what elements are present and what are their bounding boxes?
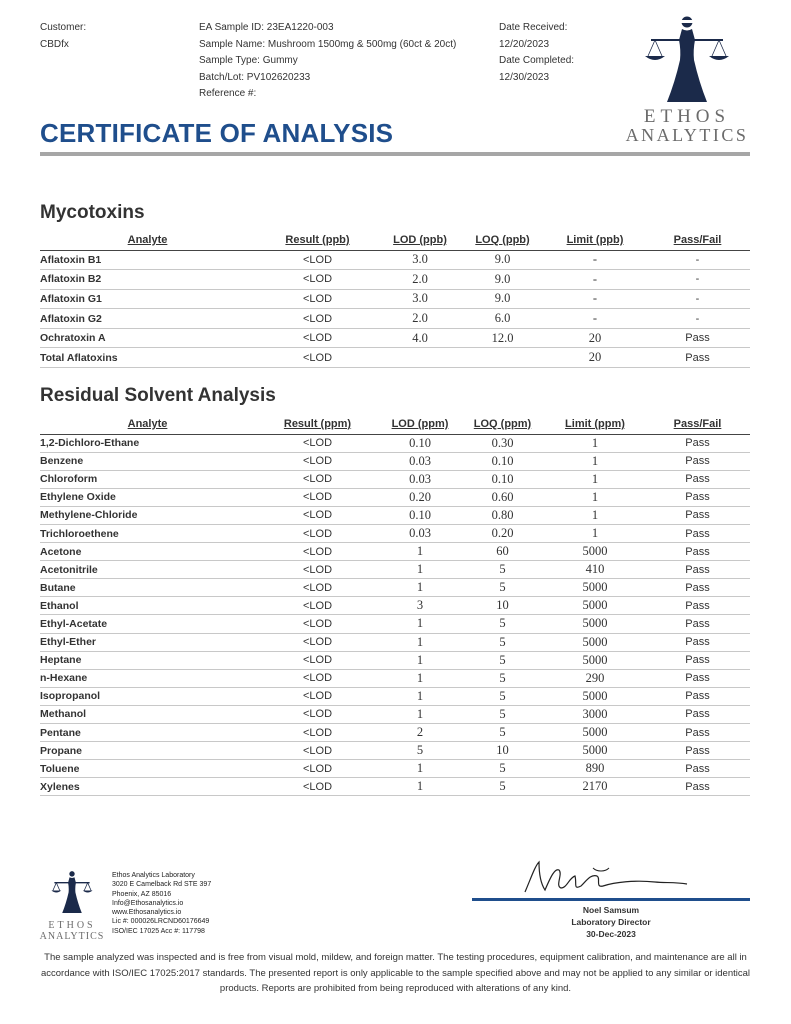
date-completed-label: Date Completed: (499, 55, 575, 66)
table-row (40, 524, 750, 542)
table-cell: 5000 (545, 579, 645, 597)
table-cell: <LOD (255, 579, 380, 597)
table-row (40, 651, 750, 669)
table-cell: 1 (380, 669, 460, 687)
table-row (40, 778, 750, 796)
table-cell: <LOD (255, 615, 380, 633)
table-cell: 5 (460, 561, 545, 579)
table-cell: 0.60 (460, 488, 545, 506)
table-cell: 3.0 (380, 289, 460, 309)
table-row (40, 633, 750, 651)
table-row (40, 434, 750, 452)
analyte-name: Ethyl-Ether (40, 633, 255, 651)
analyte-name: Acetonitrile (40, 561, 255, 579)
table-cell (380, 348, 460, 368)
table-cell (460, 348, 545, 368)
lab-city: Phoenix, AZ 85016 (112, 890, 172, 898)
mycotoxins-title: Mycotoxins (40, 202, 145, 223)
table-cell: <LOD (255, 597, 380, 615)
analyte-name: Acetone (40, 543, 255, 561)
table-row (40, 760, 750, 778)
table-cell: <LOD (255, 309, 380, 329)
table-cell: <LOD (255, 742, 380, 760)
table-row (40, 597, 750, 615)
table-cell: 10 (460, 742, 545, 760)
table-cell: 2.0 (380, 270, 460, 290)
table-cell: 5000 (545, 724, 645, 742)
table-cell: Pass (645, 597, 750, 615)
table-cell: <LOD (255, 760, 380, 778)
table-cell: <LOD (255, 705, 380, 723)
table-cell: 5 (460, 687, 545, 705)
table-cell: 0.03 (380, 470, 460, 488)
column-header: LOQ (ppb) (460, 230, 545, 250)
table-cell: Pass (645, 633, 750, 651)
table-cell: Pass (645, 488, 750, 506)
title-divider (40, 152, 750, 156)
table-row (40, 348, 750, 368)
table-cell: Pass (645, 561, 750, 579)
table-cell: <LOD (255, 434, 380, 452)
table-row (40, 328, 750, 348)
table-cell: Pass (645, 742, 750, 760)
column-header: LOQ (ppm) (460, 414, 545, 434)
table-cell: - (645, 250, 750, 270)
signature-block (472, 904, 750, 940)
residual-solvents-title: Residual Solvent Analysis (40, 385, 276, 406)
column-header: Pass/Fail (645, 230, 750, 250)
table-cell: 3000 (545, 705, 645, 723)
analyte-name: Ethyl-Acetate (40, 615, 255, 633)
analyte-name: Aflatoxin B2 (40, 270, 255, 290)
table-cell: - (645, 289, 750, 309)
analyte-name: Total Aflatoxins (40, 348, 255, 368)
table-cell: - (645, 270, 750, 290)
table-cell: 5000 (545, 742, 645, 760)
table-cell: 0.80 (460, 506, 545, 524)
table-cell: 5000 (545, 651, 645, 669)
date-received: 12/20/2023 (499, 38, 550, 50)
table-cell: 5 (460, 705, 545, 723)
table-cell: 5000 (545, 687, 645, 705)
table-cell: <LOD (255, 506, 380, 524)
table-cell: 3.0 (380, 250, 460, 270)
reference-number: Reference #: (199, 88, 257, 99)
lab-address-block (112, 871, 211, 936)
table-cell: 0.03 (380, 452, 460, 470)
analyte-name: Isopropanol (40, 687, 255, 705)
footer-logo-text-ethos: ETHOS (48, 920, 96, 931)
analyte-name: Aflatoxin G2 (40, 309, 255, 329)
table-cell: 1 (380, 705, 460, 723)
table-header-row (40, 230, 750, 250)
table-cell: 890 (545, 760, 645, 778)
table-cell: 5 (460, 633, 545, 651)
table-cell: 2170 (545, 778, 645, 796)
analyte-name: Trichloroethene (40, 524, 255, 542)
table-cell: 5 (380, 742, 460, 760)
sample-name: Sample Name: Mushroom 1500mg & 500mg (60ct & 20ct) (199, 38, 457, 50)
analyte-name: Aflatoxin B1 (40, 250, 255, 270)
ethos-logo (622, 10, 752, 150)
table-cell: 3 (380, 597, 460, 615)
table-cell: Pass (645, 778, 750, 796)
table-cell: Pass (645, 470, 750, 488)
table-cell: <LOD (255, 270, 380, 290)
dates-block (499, 20, 574, 86)
analyte-name: Ethylene Oxide (40, 488, 255, 506)
column-header: Analyte (40, 230, 255, 250)
table-cell: 6.0 (460, 309, 545, 329)
disclaimer-text: The sample analyzed was inspected and is free from visual mold, mildew, and foreign matter. The testing procedures, equipment calibration, and maintenance are all in accordance with ISO/IEC 17025:2017 standards. The presented report is only applicable to the sample specified above and may not be applied to any similar or identical products. Reports are prohibited from being reproduced with alterations of any kind. (40, 952, 751, 994)
table-cell: 5 (460, 760, 545, 778)
table-cell: Pass (645, 651, 750, 669)
table-cell: 1 (380, 651, 460, 669)
table-cell: 9.0 (460, 289, 545, 309)
table-cell: <LOD (255, 524, 380, 542)
table-cell: Pass (645, 615, 750, 633)
table-cell: 5 (460, 579, 545, 597)
table-cell: - (545, 289, 645, 309)
table-cell: 2 (380, 724, 460, 742)
column-header: LOD (ppb) (380, 230, 460, 250)
table-cell: <LOD (255, 488, 380, 506)
table-cell: 1 (380, 760, 460, 778)
analyte-name: Heptane (40, 651, 255, 669)
signer-name: Noel Samsum (582, 905, 640, 915)
analyte-name: Butane (40, 579, 255, 597)
table-cell: <LOD (255, 687, 380, 705)
column-header: Result (ppm) (255, 414, 380, 434)
signer-role: Laboratory Director (571, 917, 651, 927)
table-cell: <LOD (255, 452, 380, 470)
table-cell: 9.0 (460, 250, 545, 270)
table-row (40, 561, 750, 579)
page-title: CERTIFICATE OF ANALYSIS (40, 118, 394, 148)
table-cell: <LOD (255, 543, 380, 561)
lady-justice-icon (36, 868, 108, 914)
sample-info-block (199, 20, 456, 103)
analyte-name: Methanol (40, 705, 255, 723)
footer-logo (36, 868, 108, 942)
date-received-label: Date Received: (499, 22, 568, 33)
table-cell: - (545, 309, 645, 329)
lab-email: Info@Ethosanalytics.io (112, 899, 184, 907)
table-cell: 0.10 (380, 506, 460, 524)
table-row (40, 579, 750, 597)
table-cell: 5000 (545, 597, 645, 615)
sample-id: EA Sample ID: 23EA1220-003 (199, 22, 334, 33)
table-row (40, 669, 750, 687)
table-cell: 1 (545, 524, 645, 542)
analyte-name: Benzene (40, 452, 255, 470)
table-row (40, 687, 750, 705)
table-cell: Pass (645, 579, 750, 597)
table-cell: 5 (460, 669, 545, 687)
table-cell: 1 (380, 633, 460, 651)
table-row (40, 250, 750, 270)
table-row (40, 724, 750, 742)
table-cell: Pass (645, 760, 750, 778)
analyte-name: Pentane (40, 724, 255, 742)
table-cell: - (545, 270, 645, 290)
table-cell: 0.30 (460, 434, 545, 452)
lab-license: Lic #: 000026LRCND60176649 (112, 918, 210, 926)
table-row (40, 270, 750, 290)
column-header: Result (ppb) (255, 230, 380, 250)
table-cell: <LOD (255, 348, 380, 368)
table-row (40, 543, 750, 561)
table-row (40, 309, 750, 329)
table-row (40, 452, 750, 470)
table-cell: 1 (380, 615, 460, 633)
table-cell: 0.10 (460, 452, 545, 470)
table-cell: 10 (460, 597, 545, 615)
table-cell: 5000 (545, 543, 645, 561)
analyte-name: Chloroform (40, 470, 255, 488)
table-row (40, 488, 750, 506)
logo-text-analytics: ANALYTICS (625, 125, 749, 145)
column-header: LOD (ppm) (380, 414, 460, 434)
batch-lot: Batch/Lot: PV102620233 (199, 71, 311, 83)
table-cell: 1 (380, 579, 460, 597)
table-cell: 5 (460, 615, 545, 633)
table-cell: Pass (645, 724, 750, 742)
mycotoxins-table (40, 230, 750, 368)
table-cell: Pass (645, 669, 750, 687)
table-row (40, 705, 750, 723)
logo-text-ethos: ETHOS (643, 106, 731, 127)
lab-accreditation: ISO/IEC 17025 Acc #: 117798 (112, 927, 205, 935)
table-cell: Pass (645, 506, 750, 524)
table-cell: <LOD (255, 633, 380, 651)
residual-solvents-table (40, 414, 750, 796)
table-cell: 0.20 (380, 488, 460, 506)
lady-justice-icon (637, 10, 737, 104)
table-cell: Pass (645, 687, 750, 705)
table-cell: Pass (645, 452, 750, 470)
column-header: Analyte (40, 414, 255, 434)
analyte-name: Xylenes (40, 778, 255, 796)
table-cell: 5000 (545, 633, 645, 651)
table-cell: 4.0 (380, 328, 460, 348)
table-cell: Pass (645, 348, 750, 368)
customer-value: CBDfx (40, 38, 69, 50)
table-cell: 1 (545, 506, 645, 524)
table-cell: 1 (545, 488, 645, 506)
table-cell: Pass (645, 524, 750, 542)
analyte-name: Propane (40, 742, 255, 760)
table-cell: 0.10 (460, 470, 545, 488)
table-cell: 2.0 (380, 309, 460, 329)
column-header: Limit (ppb) (545, 230, 645, 250)
table-cell: 1 (545, 452, 645, 470)
analyte-name: Aflatoxin G1 (40, 289, 255, 309)
table-cell: <LOD (255, 250, 380, 270)
table-cell: 1 (380, 543, 460, 561)
sample-type: Sample Type: Gummy (199, 55, 298, 66)
table-cell: 20 (545, 328, 645, 348)
table-cell: 5000 (545, 615, 645, 633)
analyte-name: n-Hexane (40, 669, 255, 687)
signature-date: 30-Dec-2023 (586, 929, 636, 939)
table-cell: 12.0 (460, 328, 545, 348)
analyte-name: Ochratoxin A (40, 328, 255, 348)
signature-divider (472, 898, 750, 901)
footer-logo-text-analytics: ANALYTICS (39, 931, 105, 942)
table-cell: 5 (460, 651, 545, 669)
column-header: Limit (ppm) (545, 414, 645, 434)
date-completed: 12/30/2023 (499, 71, 550, 83)
table-cell: - (545, 250, 645, 270)
table-row (40, 289, 750, 309)
table-cell: 60 (460, 543, 545, 561)
table-cell: <LOD (255, 778, 380, 796)
table-cell: 1 (545, 470, 645, 488)
table-cell: Pass (645, 328, 750, 348)
table-row (40, 470, 750, 488)
table-cell: - (645, 309, 750, 329)
analyte-name: Toluene (40, 760, 255, 778)
handwritten-signature (505, 858, 695, 898)
table-cell: <LOD (255, 470, 380, 488)
table-cell: 1 (545, 434, 645, 452)
table-cell: 9.0 (460, 270, 545, 290)
customer-label: Customer: (40, 22, 87, 33)
table-cell: <LOD (255, 561, 380, 579)
table-cell: <LOD (255, 669, 380, 687)
table-cell: <LOD (255, 289, 380, 309)
table-cell: 410 (545, 561, 645, 579)
table-cell: 290 (545, 669, 645, 687)
table-cell: Pass (645, 543, 750, 561)
column-header: Pass/Fail (645, 414, 750, 434)
table-cell: 5 (460, 724, 545, 742)
table-cell: 5 (460, 778, 545, 796)
table-cell: 1 (380, 687, 460, 705)
table-row (40, 506, 750, 524)
table-cell: 20 (545, 348, 645, 368)
table-cell: <LOD (255, 724, 380, 742)
table-cell: Pass (645, 434, 750, 452)
lab-name: Ethos Analytics Laboratory (112, 872, 195, 879)
lab-website: www.Ethosanalytics.io (112, 909, 182, 917)
table-row (40, 742, 750, 760)
table-cell: 0.10 (380, 434, 460, 452)
table-row (40, 615, 750, 633)
analyte-name: Methylene-Chloride (40, 506, 255, 524)
table-cell: 1 (380, 561, 460, 579)
table-cell: <LOD (255, 328, 380, 348)
table-cell: <LOD (255, 651, 380, 669)
table-cell: 1 (380, 778, 460, 796)
analyte-name: 1,2-Dichloro-Ethane (40, 434, 255, 452)
analyte-name: Ethanol (40, 597, 255, 615)
table-cell: 0.20 (460, 524, 545, 542)
lab-street: 3020 E Camelback Rd STE 397 (112, 881, 212, 889)
table-cell: 0.03 (380, 524, 460, 542)
customer-block (40, 20, 86, 53)
table-cell: Pass (645, 705, 750, 723)
table-header-row (40, 414, 750, 434)
